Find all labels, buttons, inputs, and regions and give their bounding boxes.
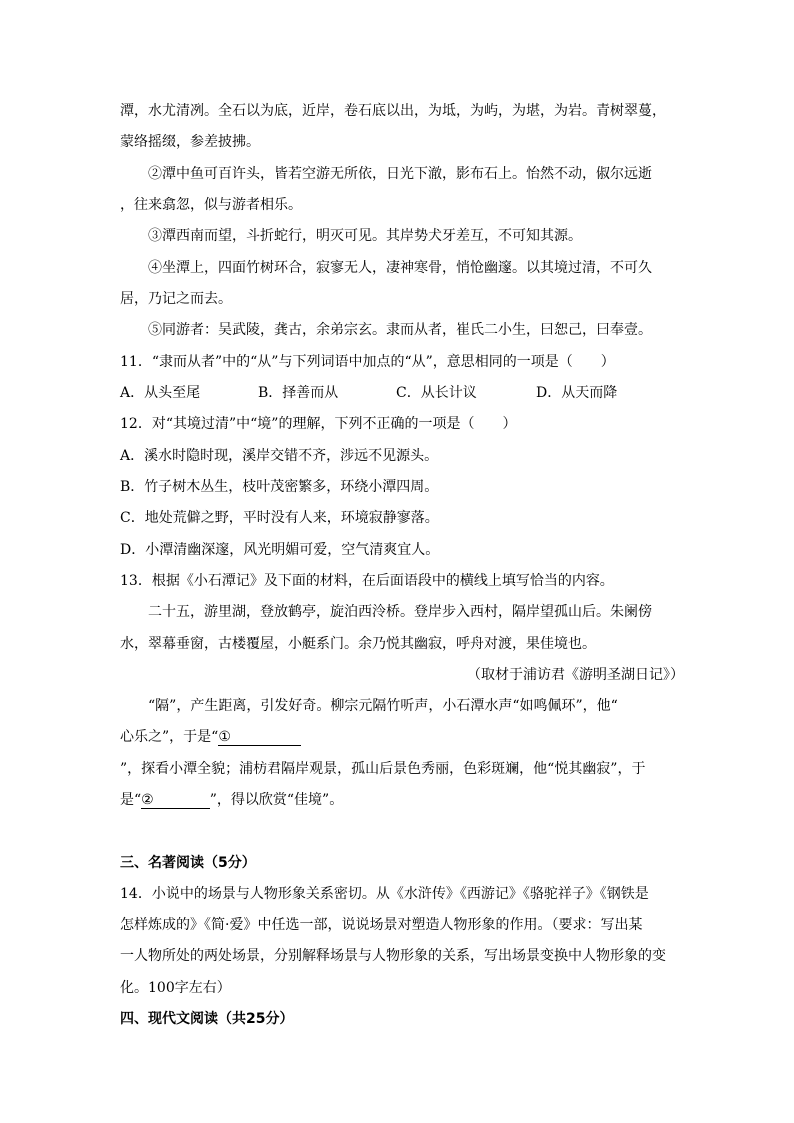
question-13-stem: 13．根据《小石潭记》及下面的材料，在后面语段中的横线上填写恰当的内容。: [120, 573, 614, 589]
passage-line: 潭，水尤清冽。全石以为底，近岸，卷石底以出，为坻，为屿，为堪，为岩。青树翠蔓，: [120, 103, 666, 119]
paragraph-text: 心乐之”，于是“: [120, 729, 219, 745]
section-heading: 三、名著阅读（5分）: [120, 855, 256, 871]
answer-blank-2[interactable]: ②: [141, 792, 210, 808]
passage-line: 居，乃记之而去。: [120, 291, 232, 307]
option-d: D．从天而降: [536, 385, 618, 401]
option-c: C．从长计议: [396, 385, 477, 401]
answer-blank-1[interactable]: ①: [218, 729, 301, 745]
question-14-line: 化。100字左右）: [120, 980, 231, 996]
paragraph-line: “隔”，产生距离，引发好奇。柳宗元隔竹听声，小石潭水声“如鸣佩环”，他“: [148, 698, 618, 714]
passage-line: ，往来翕忽，似与游者相乐。: [120, 197, 302, 213]
option-d: D．小潭清幽深邃，风光明媚可爱，空气清爽宜人。: [120, 542, 440, 558]
passage-line: ④坐潭上，四面竹树环合，寂寥无人，凄神寒骨，悄怆幽邃。以其境过清，不可久: [148, 260, 652, 276]
question-12-stem: 12．对“其境过清”中“境”的理解，下列不正确的一项是（ ）: [120, 416, 517, 432]
question-14-line: 一人物所处的两处场景，分别解释场景与人物形象的关系，写出场景变换中人物形象的变: [120, 948, 666, 964]
paragraph-text: 是“: [120, 792, 142, 808]
question-11-options: [120, 383, 680, 403]
option-c: C．地处荒僻之野，平时没有人来，环境寂静寥落。: [120, 510, 439, 526]
option-a: A．从头至尾: [120, 385, 201, 401]
question-14-line: 14．小说中的场景与人物形象关系密切。从《水浒传》《西游记》《骆驼祥子》《钢铁是: [120, 886, 649, 902]
option-a: A．溪水时隐时现，溪岸交错不齐，涉远不见源头。: [120, 448, 439, 464]
material-line: 水，翠幕垂窗，古楼覆屋，小艇系门。余乃悦其幽寂，呼舟对渡，果佳境也。: [120, 636, 596, 652]
material-line: 二十五，游里湖，登放鹤亭，旋泊西泠桥。登岸步入西村，隔岸望孤山后。朱阑傍: [148, 604, 652, 620]
passage-line: ⑤同游者：吴武陵，龚古，余弟宗玄。隶而从者，崔氏二小生，曰恕己，曰奉壹。: [148, 322, 652, 338]
material-source: （取材于浦访君《游明圣湖日记》）: [467, 667, 684, 683]
section-heading: 四、现代文阅读（共25分）: [120, 1011, 294, 1027]
question-11-stem: 11．“隶而从者”中的“从”与下列词语中加点的“从”，意思相同的一项是（ ）: [120, 354, 615, 370]
passage-line: ③潭西南而望，斗折蛇行，明灭可见。其岸势犬牙差互，不可知其源。: [148, 228, 582, 244]
paragraph-text: ”，得以欣赏“佳境”。: [209, 792, 344, 808]
paragraph-line: ”，探看小潭全貌；浦枋君隔岸观景，孤山后景色秀丽，色彩斑斓，他“悦其幽寂”，于: [120, 761, 646, 777]
passage-line: ②潭中鱼可百许头，皆若空游无所依，日光下澈，影布石上。怡然不动，俶尔远逝: [148, 166, 652, 182]
question-14-line: 怎样炼成的》《简·爱》中任选一部，说说场景对塑造人物形象的作用。（要求：写出某: [120, 917, 643, 933]
option-b: B．竹子树木丛生，枝叶茂密繁多，环绕小潭四周。: [120, 479, 439, 495]
passage-line: 蒙络摇缀，参差披拂。: [120, 134, 260, 150]
paragraph-line: [120, 790, 680, 810]
option-b: B．择善而从: [258, 385, 339, 401]
paragraph-line: [120, 727, 680, 747]
